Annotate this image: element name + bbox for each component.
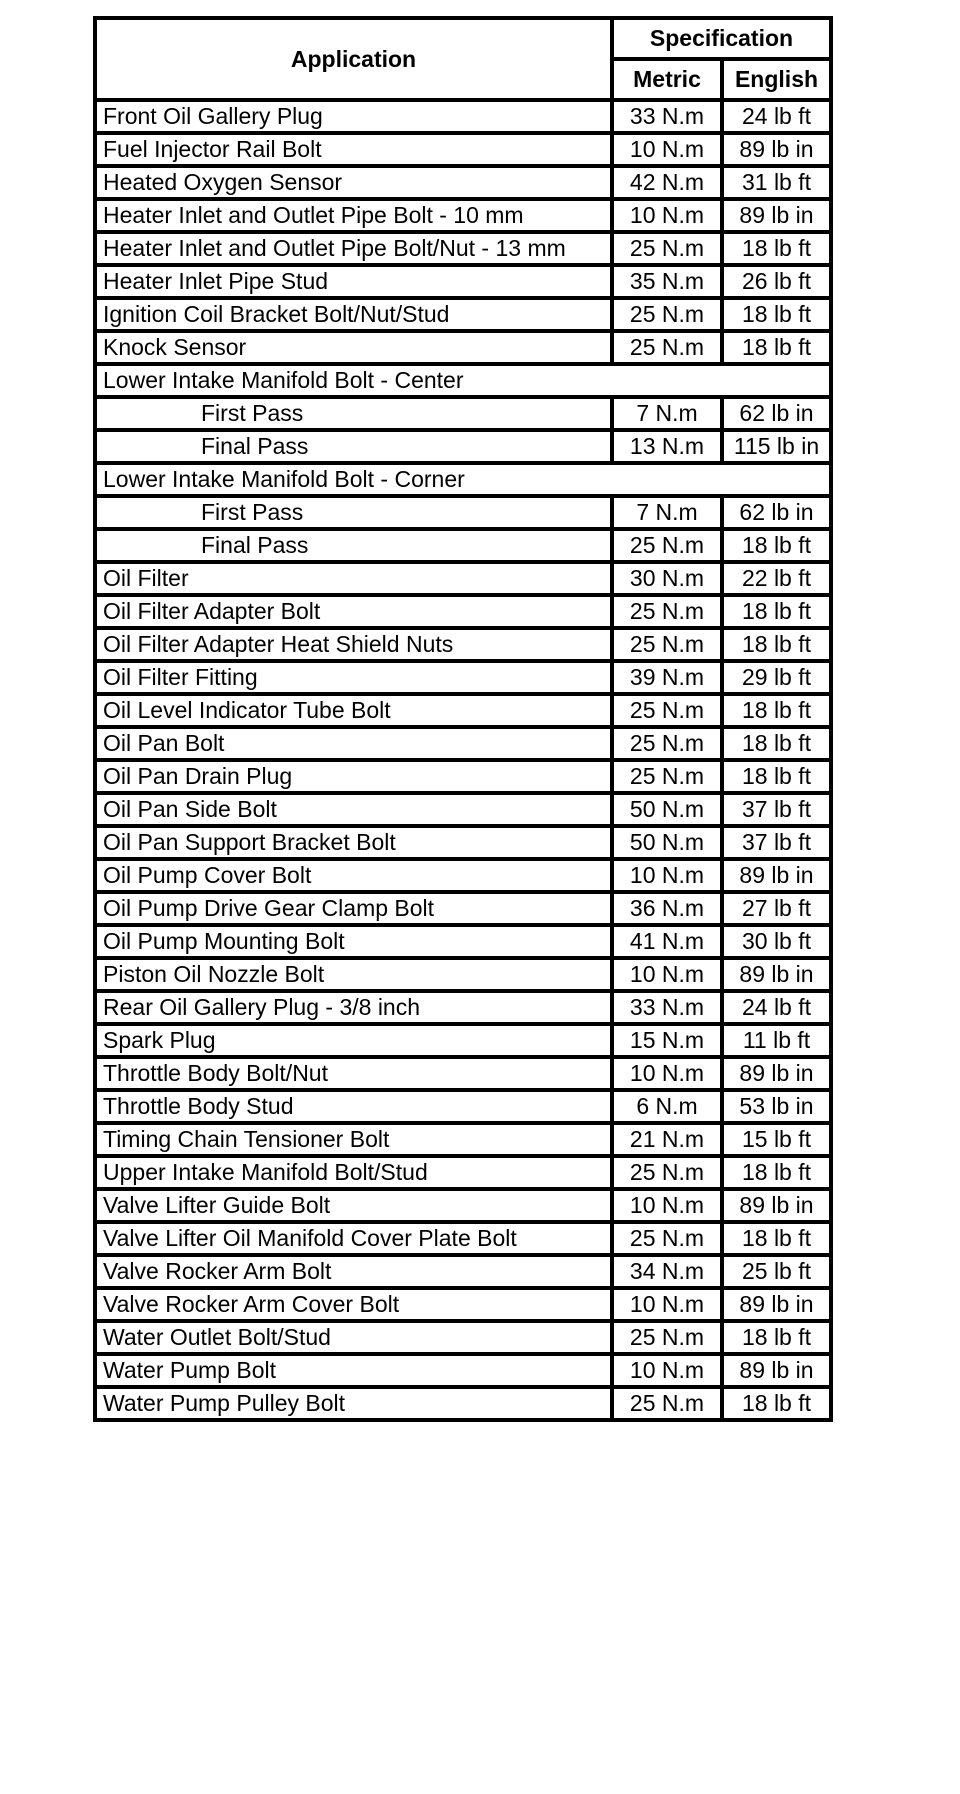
metric-cell: 35 N.m: [612, 265, 722, 298]
metric-cell: 10 N.m: [612, 133, 722, 166]
table-row: [95, 793, 831, 826]
application-cell: Oil Pan Support Bracket Bolt: [95, 826, 612, 859]
application-cell: Oil Pan Bolt: [95, 727, 612, 760]
table-row: [95, 100, 831, 133]
english-cell: 89 lb in: [722, 859, 831, 892]
table-row: [95, 760, 831, 793]
english-cell: 62 lb in: [722, 496, 831, 529]
english-cell: 18 lb ft: [722, 1321, 831, 1354]
application-cell: Heater Inlet and Outlet Pipe Bolt/Nut - 13 mm: [95, 232, 612, 265]
english-cell: 89 lb in: [722, 1189, 831, 1222]
table-row: [95, 1189, 831, 1222]
metric-cell: 25 N.m: [612, 1222, 722, 1255]
table-row: [95, 1354, 831, 1387]
metric-cell: 7 N.m: [612, 496, 722, 529]
metric-cell: 21 N.m: [612, 1123, 722, 1156]
table-row: [95, 562, 831, 595]
table-header: [95, 18, 831, 100]
english-cell: 24 lb ft: [722, 100, 831, 133]
metric-cell: 50 N.m: [612, 793, 722, 826]
table-row: [95, 232, 831, 265]
metric-cell: 33 N.m: [612, 991, 722, 1024]
english-cell: 89 lb in: [722, 133, 831, 166]
application-cell: Timing Chain Tensioner Bolt: [95, 1123, 612, 1156]
english-cell: 15 lb ft: [722, 1123, 831, 1156]
application-cell: Oil Pan Side Bolt: [95, 793, 612, 826]
application-cell: Water Pump Pulley Bolt: [95, 1387, 612, 1420]
table-group-row: [95, 463, 831, 496]
application-cell: Heated Oxygen Sensor: [95, 166, 612, 199]
table-row: [95, 991, 831, 1024]
metric-cell: 36 N.m: [612, 892, 722, 925]
application-cell: Rear Oil Gallery Plug - 3/8 inch: [95, 991, 612, 1024]
metric-cell: 25 N.m: [612, 1321, 722, 1354]
table-row: [95, 958, 831, 991]
english-cell: 18 lb ft: [722, 1387, 831, 1420]
table-row: [95, 331, 831, 364]
metric-cell: 50 N.m: [612, 826, 722, 859]
metric-cell: 15 N.m: [612, 1024, 722, 1057]
group-application-cell: Lower Intake Manifold Bolt - Center: [95, 364, 831, 397]
application-cell: Oil Pump Mounting Bolt: [95, 925, 612, 958]
english-cell: 18 lb ft: [722, 628, 831, 661]
table-row: [95, 1222, 831, 1255]
metric-cell: 25 N.m: [612, 298, 722, 331]
english-cell: 18 lb ft: [722, 1156, 831, 1189]
application-cell: Oil Level Indicator Tube Bolt: [95, 694, 612, 727]
table-row: [95, 826, 831, 859]
english-cell: 62 lb in: [722, 397, 831, 430]
table-row: [95, 1156, 831, 1189]
english-cell: 18 lb ft: [722, 331, 831, 364]
english-cell: 37 lb ft: [722, 826, 831, 859]
english-cell: 18 lb ft: [722, 727, 831, 760]
application-cell: First Pass: [95, 397, 612, 430]
application-cell: Throttle Body Stud: [95, 1090, 612, 1123]
english-cell: 18 lb ft: [722, 760, 831, 793]
english-cell: 89 lb in: [722, 1288, 831, 1321]
metric-cell: 10 N.m: [612, 1057, 722, 1090]
english-cell: 26 lb ft: [722, 265, 831, 298]
application-cell: Throttle Body Bolt/Nut: [95, 1057, 612, 1090]
table-row: [95, 1090, 831, 1123]
metric-cell: 25 N.m: [612, 628, 722, 661]
metric-cell: 41 N.m: [612, 925, 722, 958]
application-cell: Oil Pump Drive Gear Clamp Bolt: [95, 892, 612, 925]
table-row: [95, 694, 831, 727]
english-cell: 89 lb in: [722, 1057, 831, 1090]
table-row: [95, 166, 831, 199]
metric-cell: 25 N.m: [612, 1156, 722, 1189]
metric-cell: 25 N.m: [612, 232, 722, 265]
table-row: [95, 298, 831, 331]
metric-cell: 10 N.m: [612, 1189, 722, 1222]
application-cell: Oil Filter Fitting: [95, 661, 612, 694]
metric-cell: 10 N.m: [612, 958, 722, 991]
application-cell: Water Pump Bolt: [95, 1354, 612, 1387]
table-row: [95, 265, 831, 298]
torque-spec-table: [93, 16, 833, 1422]
metric-cell: 25 N.m: [612, 760, 722, 793]
table-row: [95, 199, 831, 232]
english-column-header: English: [722, 59, 831, 100]
application-cell: Final Pass: [95, 430, 612, 463]
table-row: [95, 661, 831, 694]
english-cell: 37 lb ft: [722, 793, 831, 826]
table-body: [95, 100, 831, 1420]
metric-cell: 10 N.m: [612, 199, 722, 232]
english-cell: 18 lb ft: [722, 595, 831, 628]
english-cell: 27 lb ft: [722, 892, 831, 925]
metric-cell: 25 N.m: [612, 331, 722, 364]
english-cell: 115 lb in: [722, 430, 831, 463]
table-row: [95, 892, 831, 925]
table-row: [95, 1288, 831, 1321]
english-cell: 18 lb ft: [722, 232, 831, 265]
metric-cell: 6 N.m: [612, 1090, 722, 1123]
table-row: [95, 1123, 831, 1156]
english-cell: 18 lb ft: [722, 694, 831, 727]
application-cell: Front Oil Gallery Plug: [95, 100, 612, 133]
metric-cell: 25 N.m: [612, 694, 722, 727]
application-cell: Final Pass: [95, 529, 612, 562]
application-column-header: Application: [95, 18, 612, 100]
metric-cell: 7 N.m: [612, 397, 722, 430]
english-cell: 18 lb ft: [722, 298, 831, 331]
table-row: [95, 529, 831, 562]
metric-cell: 25 N.m: [612, 595, 722, 628]
application-cell: First Pass: [95, 496, 612, 529]
application-cell: Valve Rocker Arm Cover Bolt: [95, 1288, 612, 1321]
english-cell: 29 lb ft: [722, 661, 831, 694]
english-cell: 31 lb ft: [722, 166, 831, 199]
application-cell: Valve Lifter Guide Bolt: [95, 1189, 612, 1222]
english-cell: 53 lb in: [722, 1090, 831, 1123]
application-cell: Knock Sensor: [95, 331, 612, 364]
table-row: [95, 859, 831, 892]
metric-cell: 30 N.m: [612, 562, 722, 595]
table-row: [95, 430, 831, 463]
table-row: [95, 1387, 831, 1420]
application-cell: Oil Filter: [95, 562, 612, 595]
metric-cell: 13 N.m: [612, 430, 722, 463]
english-cell: 25 lb ft: [722, 1255, 831, 1288]
english-cell: 22 lb ft: [722, 562, 831, 595]
table-row: [95, 133, 831, 166]
application-cell: Upper Intake Manifold Bolt/Stud: [95, 1156, 612, 1189]
metric-column-header: Metric: [612, 59, 722, 100]
table-group-row: [95, 364, 831, 397]
table-row: [95, 1321, 831, 1354]
metric-cell: 25 N.m: [612, 529, 722, 562]
english-cell: 89 lb in: [722, 1354, 831, 1387]
table-row: [95, 628, 831, 661]
metric-cell: 34 N.m: [612, 1255, 722, 1288]
english-cell: 30 lb ft: [722, 925, 831, 958]
metric-cell: 25 N.m: [612, 1387, 722, 1420]
application-cell: Oil Pump Cover Bolt: [95, 859, 612, 892]
application-cell: Heater Inlet Pipe Stud: [95, 265, 612, 298]
english-cell: 11 lb ft: [722, 1024, 831, 1057]
group-application-cell: Lower Intake Manifold Bolt - Corner: [95, 463, 831, 496]
metric-cell: 10 N.m: [612, 1288, 722, 1321]
metric-cell: 10 N.m: [612, 1354, 722, 1387]
english-cell: 18 lb ft: [722, 529, 831, 562]
table-row: [95, 1255, 831, 1288]
english-cell: 89 lb in: [722, 199, 831, 232]
table-row: [95, 925, 831, 958]
table-row: [95, 595, 831, 628]
table-row: [95, 1057, 831, 1090]
table-row: [95, 397, 831, 430]
table-row: [95, 1024, 831, 1057]
application-cell: Piston Oil Nozzle Bolt: [95, 958, 612, 991]
table-row: [95, 496, 831, 529]
application-cell: Valve Lifter Oil Manifold Cover Plate Bolt: [95, 1222, 612, 1255]
application-cell: Fuel Injector Rail Bolt: [95, 133, 612, 166]
english-cell: 24 lb ft: [722, 991, 831, 1024]
application-cell: Oil Filter Adapter Heat Shield Nuts: [95, 628, 612, 661]
application-cell: Heater Inlet and Outlet Pipe Bolt - 10 mm: [95, 199, 612, 232]
application-cell: Oil Filter Adapter Bolt: [95, 595, 612, 628]
english-cell: 89 lb in: [722, 958, 831, 991]
metric-cell: 39 N.m: [612, 661, 722, 694]
application-cell: Ignition Coil Bracket Bolt/Nut/Stud: [95, 298, 612, 331]
table-row: [95, 727, 831, 760]
header-row-top: [95, 18, 831, 59]
specification-column-header: Specification: [612, 18, 831, 59]
application-cell: Spark Plug: [95, 1024, 612, 1057]
application-cell: Oil Pan Drain Plug: [95, 760, 612, 793]
metric-cell: 42 N.m: [612, 166, 722, 199]
metric-cell: 25 N.m: [612, 727, 722, 760]
application-cell: Valve Rocker Arm Bolt: [95, 1255, 612, 1288]
metric-cell: 33 N.m: [612, 100, 722, 133]
application-cell: Water Outlet Bolt/Stud: [95, 1321, 612, 1354]
metric-cell: 10 N.m: [612, 859, 722, 892]
english-cell: 18 lb ft: [722, 1222, 831, 1255]
